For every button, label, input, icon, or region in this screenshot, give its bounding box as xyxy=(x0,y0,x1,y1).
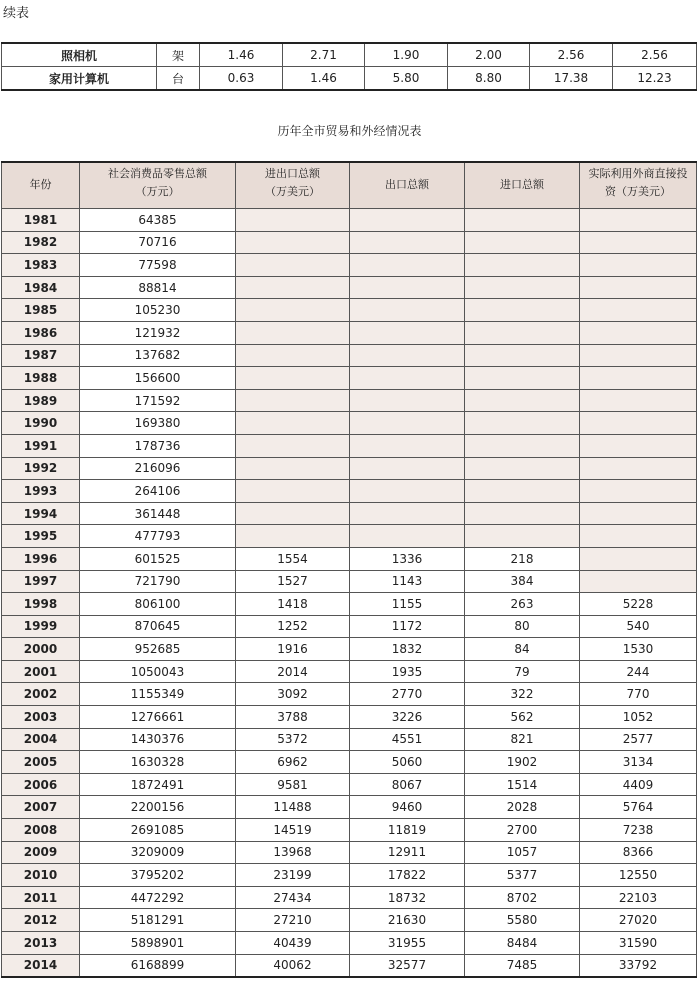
retail-cell: 1050043 xyxy=(80,660,236,683)
year-cell: 1994 xyxy=(2,502,80,525)
retail-cell: 2200156 xyxy=(80,796,236,819)
continued-table xyxy=(1,42,697,91)
item-name: 照相机 xyxy=(2,43,157,67)
value-cell: 2.56 xyxy=(530,43,613,67)
trade-cell xyxy=(236,254,350,277)
year-cell: 1999 xyxy=(2,615,80,638)
table-row xyxy=(2,321,697,344)
retail-cell: 137682 xyxy=(80,344,236,367)
table-row xyxy=(2,434,697,457)
year-cell: 2002 xyxy=(2,683,80,706)
export-cell: 12911 xyxy=(350,841,465,864)
table-row xyxy=(2,412,697,435)
item-unit: 架 xyxy=(157,43,200,67)
table-row xyxy=(2,773,697,796)
trade-cell xyxy=(236,299,350,322)
trade-cell xyxy=(236,276,350,299)
fdi-cell: 1052 xyxy=(580,706,697,729)
header-year: 年份 xyxy=(2,162,80,209)
import-cell: 1514 xyxy=(465,773,580,796)
import-cell xyxy=(465,412,580,435)
table-row xyxy=(2,525,697,548)
table-row xyxy=(2,344,697,367)
import-cell: 8484 xyxy=(465,932,580,955)
fdi-cell xyxy=(580,276,697,299)
export-cell: 1143 xyxy=(350,570,465,593)
header-import: 进口总额 xyxy=(465,162,580,209)
retail-cell: 1155349 xyxy=(80,683,236,706)
trade-cell xyxy=(236,434,350,457)
retail-cell: 870645 xyxy=(80,615,236,638)
value-cell: 8.80 xyxy=(448,67,530,91)
trade-cell: 2014 xyxy=(236,660,350,683)
export-cell: 4551 xyxy=(350,728,465,751)
year-cell: 1991 xyxy=(2,434,80,457)
year-cell: 2005 xyxy=(2,751,80,774)
import-cell: 322 xyxy=(465,683,580,706)
table-row xyxy=(2,660,697,683)
export-cell: 1832 xyxy=(350,638,465,661)
year-cell: 1986 xyxy=(2,321,80,344)
table-row xyxy=(2,706,697,729)
table-row xyxy=(2,502,697,525)
retail-cell: 2691085 xyxy=(80,819,236,842)
retail-cell: 88814 xyxy=(80,276,236,299)
retail-cell: 3209009 xyxy=(80,841,236,864)
retail-cell: 5181291 xyxy=(80,909,236,932)
retail-cell: 601525 xyxy=(80,547,236,570)
trade-cell: 9581 xyxy=(236,773,350,796)
table-row xyxy=(2,932,697,955)
table-row xyxy=(2,819,697,842)
trade-cell xyxy=(236,344,350,367)
value-cell: 1.46 xyxy=(200,43,283,67)
retail-cell: 1630328 xyxy=(80,751,236,774)
trade-cell: 1554 xyxy=(236,547,350,570)
table-row xyxy=(2,67,697,91)
continued-label: 续表 xyxy=(3,6,30,21)
export-cell xyxy=(350,525,465,548)
year-cell: 1985 xyxy=(2,299,80,322)
trade-cell xyxy=(236,209,350,232)
table-row xyxy=(2,796,697,819)
import-cell: 2028 xyxy=(465,796,580,819)
import-cell: 1057 xyxy=(465,841,580,864)
table-row xyxy=(2,638,697,661)
value-cell: 0.63 xyxy=(200,67,283,91)
fdi-cell xyxy=(580,457,697,480)
fdi-cell: 7238 xyxy=(580,819,697,842)
year-cell: 1993 xyxy=(2,480,80,503)
table-row xyxy=(2,864,697,887)
export-cell xyxy=(350,209,465,232)
import-cell: 79 xyxy=(465,660,580,683)
fdi-cell xyxy=(580,570,697,593)
import-cell xyxy=(465,502,580,525)
import-cell xyxy=(465,344,580,367)
export-cell: 3226 xyxy=(350,706,465,729)
export-cell xyxy=(350,434,465,457)
table-row xyxy=(2,909,697,932)
fdi-cell: 540 xyxy=(580,615,697,638)
import-cell: 821 xyxy=(465,728,580,751)
trade-cell: 6962 xyxy=(236,751,350,774)
year-cell: 1990 xyxy=(2,412,80,435)
retail-cell: 216096 xyxy=(80,457,236,480)
retail-cell: 721790 xyxy=(80,570,236,593)
trade-cell xyxy=(236,412,350,435)
trade-cell: 23199 xyxy=(236,864,350,887)
table-row xyxy=(2,276,697,299)
retail-cell: 178736 xyxy=(80,434,236,457)
trade-cell: 1252 xyxy=(236,615,350,638)
retail-cell: 169380 xyxy=(80,412,236,435)
retail-cell: 1276661 xyxy=(80,706,236,729)
fdi-cell: 22103 xyxy=(580,886,697,909)
fdi-cell: 244 xyxy=(580,660,697,683)
import-cell: 7485 xyxy=(465,954,580,977)
header-trade-line2: （万美元） xyxy=(265,185,320,198)
year-cell: 1997 xyxy=(2,570,80,593)
fdi-cell xyxy=(580,480,697,503)
import-cell xyxy=(465,457,580,480)
import-cell xyxy=(465,480,580,503)
export-cell: 32577 xyxy=(350,954,465,977)
trade-cell: 5372 xyxy=(236,728,350,751)
export-cell xyxy=(350,457,465,480)
table-row xyxy=(2,209,697,232)
export-cell xyxy=(350,299,465,322)
fdi-cell xyxy=(580,321,697,344)
header-trade xyxy=(236,162,350,209)
table-row xyxy=(2,683,697,706)
table-row xyxy=(2,43,697,67)
retail-cell: 105230 xyxy=(80,299,236,322)
table-row xyxy=(2,615,697,638)
value-cell: 2.00 xyxy=(448,43,530,67)
retail-cell: 6168899 xyxy=(80,954,236,977)
export-cell: 1172 xyxy=(350,615,465,638)
retail-cell: 3795202 xyxy=(80,864,236,887)
trade-cell: 1527 xyxy=(236,570,350,593)
year-cell: 2003 xyxy=(2,706,80,729)
trade-cell: 27434 xyxy=(236,886,350,909)
table-row xyxy=(2,751,697,774)
header-fdi-line1: 实际利用外商直接投 xyxy=(588,167,688,180)
retail-cell: 64385 xyxy=(80,209,236,232)
export-cell: 21630 xyxy=(350,909,465,932)
retail-cell: 4472292 xyxy=(80,886,236,909)
retail-cell: 1872491 xyxy=(80,773,236,796)
export-cell: 18732 xyxy=(350,886,465,909)
export-cell xyxy=(350,254,465,277)
year-cell: 2007 xyxy=(2,796,80,819)
year-cell: 1996 xyxy=(2,547,80,570)
fdi-cell: 27020 xyxy=(580,909,697,932)
import-cell: 263 xyxy=(465,593,580,616)
year-cell: 2013 xyxy=(2,932,80,955)
export-cell: 9460 xyxy=(350,796,465,819)
value-cell: 12.23 xyxy=(613,67,697,91)
year-cell: 1983 xyxy=(2,254,80,277)
import-cell: 5580 xyxy=(465,909,580,932)
table-row xyxy=(2,389,697,412)
import-cell: 218 xyxy=(465,547,580,570)
fdi-cell xyxy=(580,344,697,367)
table-caption: 历年全市贸易和外经情况表 xyxy=(277,124,422,138)
retail-cell: 70716 xyxy=(80,231,236,254)
import-cell: 5377 xyxy=(465,864,580,887)
value-cell: 1.46 xyxy=(283,67,365,91)
retail-cell: 171592 xyxy=(80,389,236,412)
trade-cell: 13968 xyxy=(236,841,350,864)
trade-cell: 11488 xyxy=(236,796,350,819)
item-name: 家用计算机 xyxy=(2,67,157,91)
trade-cell xyxy=(236,502,350,525)
export-cell: 11819 xyxy=(350,819,465,842)
export-cell xyxy=(350,231,465,254)
export-cell: 31955 xyxy=(350,932,465,955)
trade-cell: 40062 xyxy=(236,954,350,977)
export-cell xyxy=(350,321,465,344)
export-cell xyxy=(350,480,465,503)
year-cell: 1992 xyxy=(2,457,80,480)
year-cell: 2006 xyxy=(2,773,80,796)
import-cell xyxy=(465,389,580,412)
import-cell: 1902 xyxy=(465,751,580,774)
header-row xyxy=(2,162,697,209)
fdi-cell: 5764 xyxy=(580,796,697,819)
value-cell: 5.80 xyxy=(365,67,448,91)
fdi-cell xyxy=(580,254,697,277)
fdi-cell: 2577 xyxy=(580,728,697,751)
trade-cell xyxy=(236,480,350,503)
retail-cell: 156600 xyxy=(80,367,236,390)
import-cell xyxy=(465,434,580,457)
import-cell xyxy=(465,231,580,254)
year-cell: 1989 xyxy=(2,389,80,412)
trade-cell xyxy=(236,457,350,480)
export-cell xyxy=(350,389,465,412)
export-cell xyxy=(350,412,465,435)
trade-table xyxy=(1,161,697,978)
trade-cell: 27210 xyxy=(236,909,350,932)
trade-cell: 3092 xyxy=(236,683,350,706)
table-row xyxy=(2,457,697,480)
import-cell: 384 xyxy=(465,570,580,593)
import-cell xyxy=(465,321,580,344)
fdi-cell xyxy=(580,412,697,435)
export-cell: 5060 xyxy=(350,751,465,774)
year-cell: 1987 xyxy=(2,344,80,367)
value-cell: 17.38 xyxy=(530,67,613,91)
fdi-cell xyxy=(580,525,697,548)
trade-cell: 14519 xyxy=(236,819,350,842)
import-cell xyxy=(465,367,580,390)
fdi-cell xyxy=(580,209,697,232)
table-row xyxy=(2,231,697,254)
year-cell: 2000 xyxy=(2,638,80,661)
export-cell: 17822 xyxy=(350,864,465,887)
import-cell: 84 xyxy=(465,638,580,661)
fdi-cell: 12550 xyxy=(580,864,697,887)
table-row xyxy=(2,954,697,977)
year-cell: 1981 xyxy=(2,209,80,232)
fdi-cell xyxy=(580,299,697,322)
year-cell: 2014 xyxy=(2,954,80,977)
fdi-cell: 3134 xyxy=(580,751,697,774)
import-cell xyxy=(465,299,580,322)
year-cell: 2009 xyxy=(2,841,80,864)
header-retail-line2: （万元） xyxy=(135,185,180,198)
fdi-cell xyxy=(580,547,697,570)
export-cell xyxy=(350,502,465,525)
year-cell: 1984 xyxy=(2,276,80,299)
year-cell: 2008 xyxy=(2,819,80,842)
import-cell: 2700 xyxy=(465,819,580,842)
item-unit: 台 xyxy=(157,67,200,91)
header-trade-line1: 进出口总额 xyxy=(265,167,320,180)
fdi-cell xyxy=(580,389,697,412)
year-cell: 1995 xyxy=(2,525,80,548)
table-row xyxy=(2,886,697,909)
header-retail-line1: 社会消费品零售总额 xyxy=(108,167,207,180)
fdi-cell xyxy=(580,367,697,390)
export-cell xyxy=(350,344,465,367)
year-cell: 1998 xyxy=(2,593,80,616)
export-cell: 1336 xyxy=(350,547,465,570)
header-export: 出口总额 xyxy=(350,162,465,209)
export-cell xyxy=(350,367,465,390)
fdi-cell: 8366 xyxy=(580,841,697,864)
trade-cell xyxy=(236,231,350,254)
trade-cell xyxy=(236,389,350,412)
table-row xyxy=(2,480,697,503)
import-cell xyxy=(465,254,580,277)
year-cell: 2010 xyxy=(2,864,80,887)
import-cell: 8702 xyxy=(465,886,580,909)
fdi-cell: 31590 xyxy=(580,932,697,955)
import-cell xyxy=(465,209,580,232)
year-cell: 2001 xyxy=(2,660,80,683)
year-cell: 2011 xyxy=(2,886,80,909)
table-row xyxy=(2,547,697,570)
retail-cell: 77598 xyxy=(80,254,236,277)
fdi-cell xyxy=(580,502,697,525)
fdi-cell: 33792 xyxy=(580,954,697,977)
retail-cell: 121932 xyxy=(80,321,236,344)
value-cell: 2.56 xyxy=(613,43,697,67)
retail-cell: 264106 xyxy=(80,480,236,503)
import-cell: 80 xyxy=(465,615,580,638)
year-cell: 1988 xyxy=(2,367,80,390)
fdi-cell xyxy=(580,434,697,457)
table-row xyxy=(2,570,697,593)
retail-cell: 5898901 xyxy=(80,932,236,955)
year-cell: 2004 xyxy=(2,728,80,751)
year-cell: 2012 xyxy=(2,909,80,932)
retail-cell: 952685 xyxy=(80,638,236,661)
header-fdi-line2: 资（万美元） xyxy=(605,185,671,198)
retail-cell: 477793 xyxy=(80,525,236,548)
trade-cell: 1418 xyxy=(236,593,350,616)
value-cell: 1.90 xyxy=(365,43,448,67)
retail-cell: 1430376 xyxy=(80,728,236,751)
fdi-cell: 770 xyxy=(580,683,697,706)
fdi-cell: 5228 xyxy=(580,593,697,616)
header-fdi xyxy=(580,162,697,209)
import-cell xyxy=(465,525,580,548)
fdi-cell: 4409 xyxy=(580,773,697,796)
fdi-cell xyxy=(580,231,697,254)
table-row xyxy=(2,254,697,277)
export-cell xyxy=(350,276,465,299)
export-cell: 1935 xyxy=(350,660,465,683)
trade-cell xyxy=(236,525,350,548)
export-cell: 2770 xyxy=(350,683,465,706)
fdi-cell: 1530 xyxy=(580,638,697,661)
table-row xyxy=(2,593,697,616)
value-cell: 2.71 xyxy=(283,43,365,67)
header-retail xyxy=(80,162,236,209)
export-cell: 8067 xyxy=(350,773,465,796)
export-cell: 1155 xyxy=(350,593,465,616)
retail-cell: 361448 xyxy=(80,502,236,525)
year-cell: 1982 xyxy=(2,231,80,254)
trade-cell: 3788 xyxy=(236,706,350,729)
retail-cell: 806100 xyxy=(80,593,236,616)
trade-cell: 1916 xyxy=(236,638,350,661)
import-cell: 562 xyxy=(465,706,580,729)
import-cell xyxy=(465,276,580,299)
trade-cell xyxy=(236,367,350,390)
table-row xyxy=(2,299,697,322)
table-row xyxy=(2,367,697,390)
trade-cell xyxy=(236,321,350,344)
table-row xyxy=(2,728,697,751)
trade-cell: 40439 xyxy=(236,932,350,955)
table-row xyxy=(2,841,697,864)
